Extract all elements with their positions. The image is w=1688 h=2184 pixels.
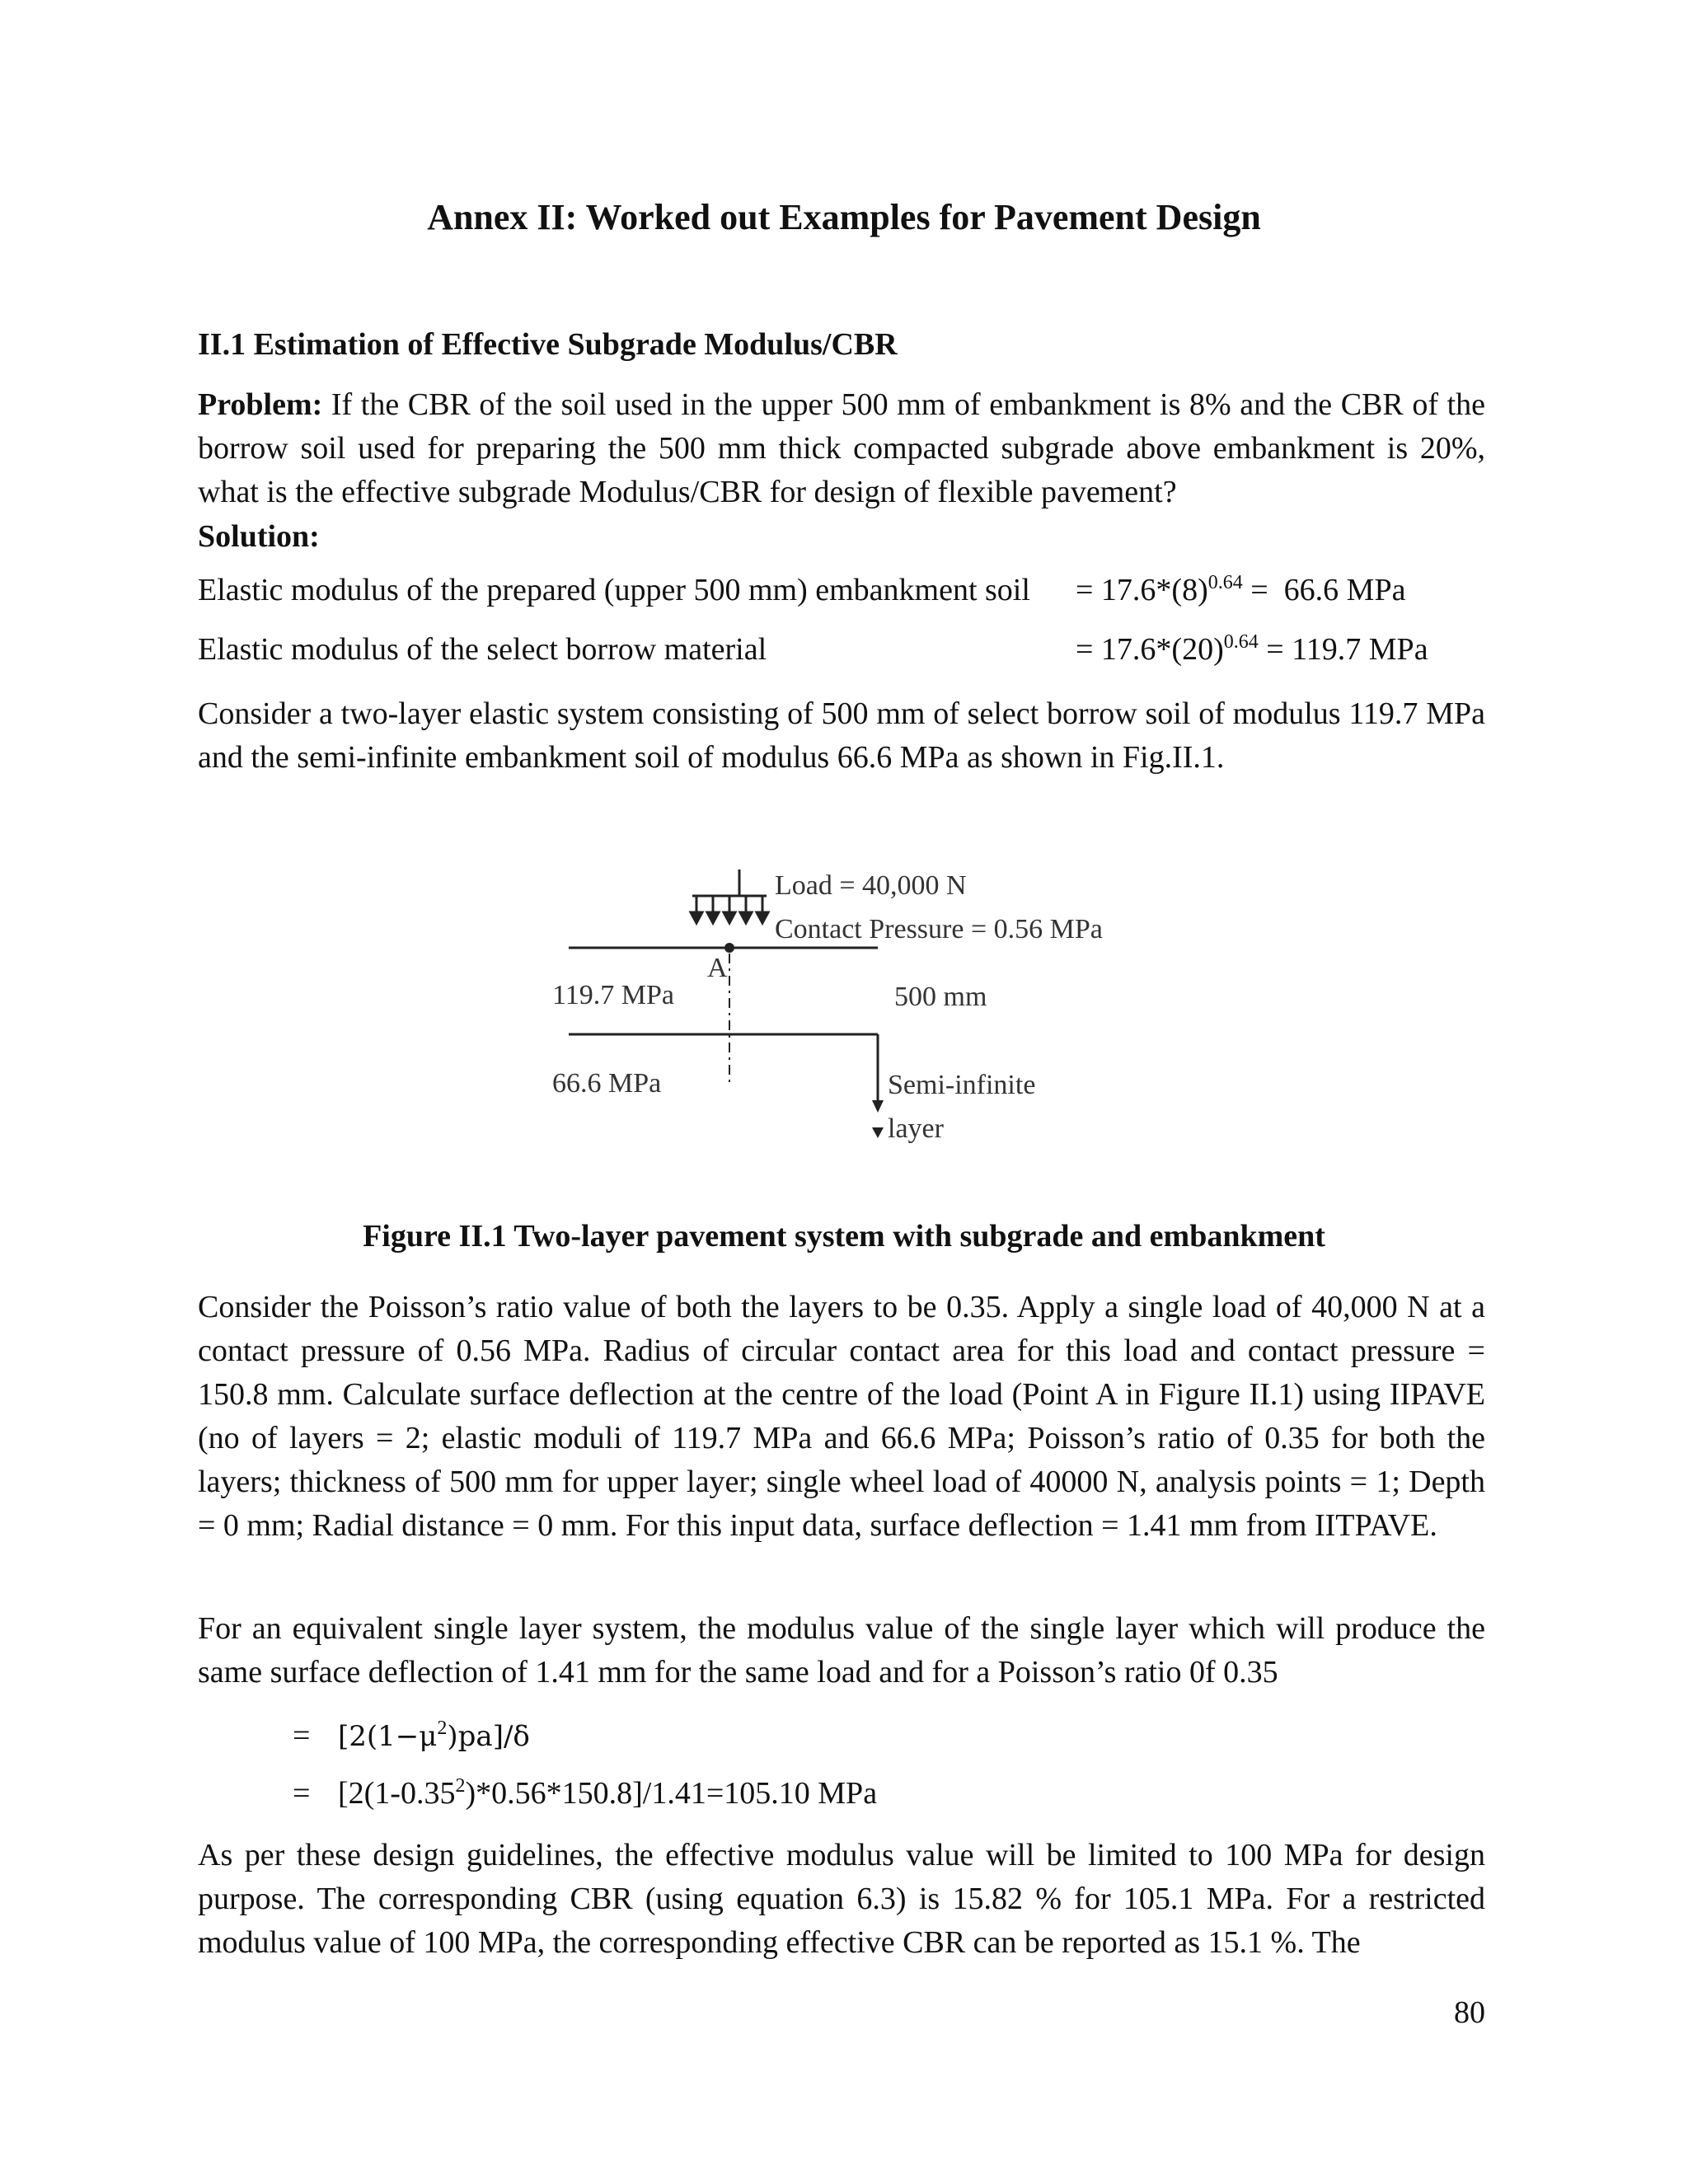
equation-2-part2: )*0.56*150.8]/1.41=105.10 MPa — [465, 1776, 878, 1811]
page-number: 80 — [1454, 1995, 1485, 2030]
em1-result: = 66.6 MPa — [1242, 573, 1406, 607]
contact-pressure-label: Contact Pressure = 0.56 MPa — [775, 914, 1103, 944]
problem-paragraph — [198, 383, 1485, 514]
two-layer-diagram — [528, 861, 1170, 1166]
equation-1-sup: 2 — [437, 1718, 448, 1739]
em1-exponent: 0.64 — [1207, 572, 1243, 593]
section-heading: II.1 Estimation of Effective Subgrade Modulus/CBR — [198, 327, 898, 362]
design-guidelines-paragraph: As per these design guidelines, the effective modulus value will be limited to 100 MPa for design purpose. The corresponding CBR (using equation 6.3) is 15.82 % for 105.1 MPa. For a restricted modulus value of 100 MPa, the corresponding effective CBR can be reported as 15.1 %. The — [198, 1838, 1485, 1960]
two-layer-paragraph: Consider a two-layer elastic system consisting of 500 mm of select borrow soil of modulus 119.7 MPa and the semi-infinite embankment soil of modulus 66.6 MPa as shown in Fig.II.1. — [198, 696, 1485, 775]
semi-infinite-label: Semi-infinite — [888, 1070, 1036, 1100]
two-layer-figure — [528, 861, 1170, 1166]
equation-2-sign: = — [293, 1776, 311, 1811]
load-arrows — [691, 869, 768, 923]
solution-label: Solution: — [198, 519, 320, 554]
equation-2-part1: [2(1-0.35 — [338, 1776, 456, 1811]
point-a-label: A — [707, 953, 728, 983]
em1-expr: = 17.6*(8) — [1076, 573, 1208, 607]
layer-arrowhead — [872, 1127, 884, 1138]
em2-exponent: 0.64 — [1223, 631, 1259, 653]
semi-infinite-layer-label: layer — [888, 1113, 944, 1144]
equivalent-layer-paragraph: For an equivalent single layer system, the modulus value of the single layer which will produce the same surface deflection of 1.41 mm for the same load and for a Poisson’s ratio 0f 0.35 — [198, 1611, 1485, 1690]
elastic-modulus-borrow-label: Elastic modulus of the select borrow material — [198, 632, 767, 667]
figure-caption: Figure II.1 Two-layer pavement system with subgrade and embankment — [363, 1219, 1325, 1254]
upper-layer-modulus: 119.7 MPa — [552, 980, 674, 1010]
poisson-paragraph: Consider the Poisson’s ratio value of both the layers to be 0.35. Apply a single load of 40,000 N at a contact pressure of 0.56 MPa. Radius of circular contact area for this load and contact pressure = 150.8 mm. Calculate surface deflection at the centre of the load (Point A in Figure II.1) using IIPAVE (no of layers = 2; elastic moduli of 119.7 MPa and 66.6 MPa; Poisson’s ratio of 0.35 for both the layers; thickness of 500 mm for upper layer; single wheel load of 40000 N, analysis points = 1; Depth = 0 mm; Radial distance = 0 mm. For this input data, surface deflection = 1.41 mm from IITPAVE. — [198, 1290, 1485, 1543]
equation-formula — [293, 1714, 530, 1759]
lower-layer-modulus: 66.6 MPa — [552, 1068, 662, 1099]
equation-1-part2: )pa]/δ — [447, 1720, 530, 1753]
annex-title: Annex II: Worked out Examples for Pavement Design — [427, 197, 1261, 237]
problem-text: If the CBR of the soil used in the upper 500 mm of embankment is 8% and the CBR of the borrow soil used for preparing the 500 mm thick compacted subgrade above embankment is 20%, what is the effective subgrade Modulus/CBR for design of flexible pavement? — [198, 387, 1485, 509]
elastic-modulus-borrow-value — [1076, 628, 1428, 672]
problem-label: Problem: — [198, 387, 323, 422]
equation-2-sup: 2 — [455, 1775, 466, 1797]
em2-expr: = 17.6*(20) — [1076, 632, 1224, 667]
elastic-modulus-embankment-label: Elastic modulus of the prepared (upper 500 mm) embankment soil — [198, 573, 1030, 607]
point-a-marker — [724, 943, 734, 953]
equation-1-part1: [2(1−μ — [338, 1720, 438, 1753]
load-label: Load = 40,000 N — [775, 870, 967, 901]
em2-result: = 119.7 MPa — [1258, 632, 1428, 667]
semi-infinite-arrowhead — [872, 1100, 884, 1113]
upper-layer-thickness: 500 mm — [894, 982, 987, 1012]
equation-1-sign: = — [293, 1718, 311, 1753]
elastic-modulus-embankment-value — [1076, 569, 1405, 612]
equation-calculation — [293, 1772, 877, 1816]
